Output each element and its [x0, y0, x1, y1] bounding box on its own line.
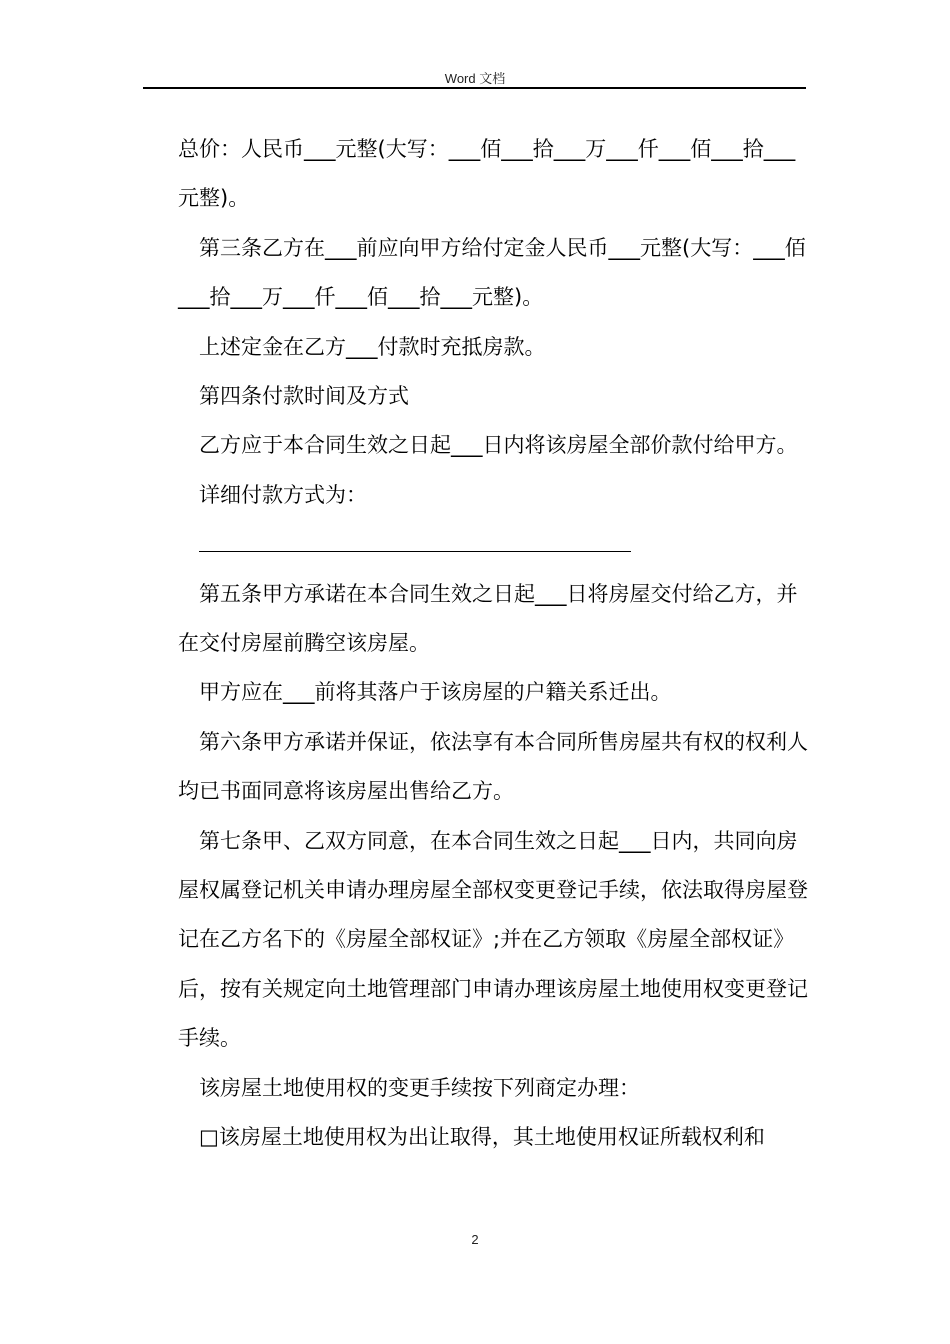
paragraph-payment-method: 详细付款方式为： — [199, 482, 367, 507]
paragraph-article-4-heading: 第四条付款时间及方式 — [199, 384, 409, 409]
paragraph-land-use-option: □该房屋土地使用权为出让取得，其土地使用权证所载权利和 — [199, 1125, 765, 1150]
paragraph-payment-deadline: 乙方应于本合同生效之日起___日内将该房屋全部价款付给甲方。 — [199, 433, 798, 458]
header-divider — [143, 87, 806, 89]
paragraph-total-price: 总价：人民币___元整(大写：___佰___拾___万___仟___佰___拾___元整)。 — [178, 137, 796, 211]
paragraph-household-registration: 甲方应在___前将其落户于该房屋的户籍关系迁出。 — [199, 680, 672, 705]
paragraph-article-3: 第三条乙方在___前应向甲方给付定金人民币___元整(大写：___佰___拾___万___仟___佰___拾___元整)。 — [178, 235, 806, 310]
paragraph-article-6: 第六条甲方承诺并保证，依法享有本合同所售房屋共有权的权利人均已书面同意将该房屋出售给乙方。 — [178, 729, 808, 804]
blank-underline — [199, 551, 631, 552]
page-number: 2 — [471, 1232, 479, 1247]
page-header-title: Word 文档 — [444, 71, 506, 86]
paragraph-article-5: 第五条甲方承诺在本合同生效之日起___日将房屋交付给乙方，并在交付房屋前腾空该房屋。 — [178, 581, 798, 656]
paragraph-deposit-offset: 上述定金在乙方___付款时充抵房款。 — [199, 334, 546, 359]
paragraph-land-use-change: 该房屋土地使用权的变更手续按下列商定办理： — [199, 1075, 640, 1100]
blank-fill-line — [178, 520, 808, 569]
document-body — [178, 125, 808, 1163]
paragraph-article-7: 第七条甲、乙双方同意，在本合同生效之日起___日内，共同向房屋权属登记机关申请办理房屋全部权变更登记手续，依法取得房屋登记在乙方名下的《房屋全部权证》;并在乙方领取《房屋全部权证》后，按有关规定向土地管理部门申请办理该房屋土地使用权变更登记手续。 — [178, 828, 808, 1051]
